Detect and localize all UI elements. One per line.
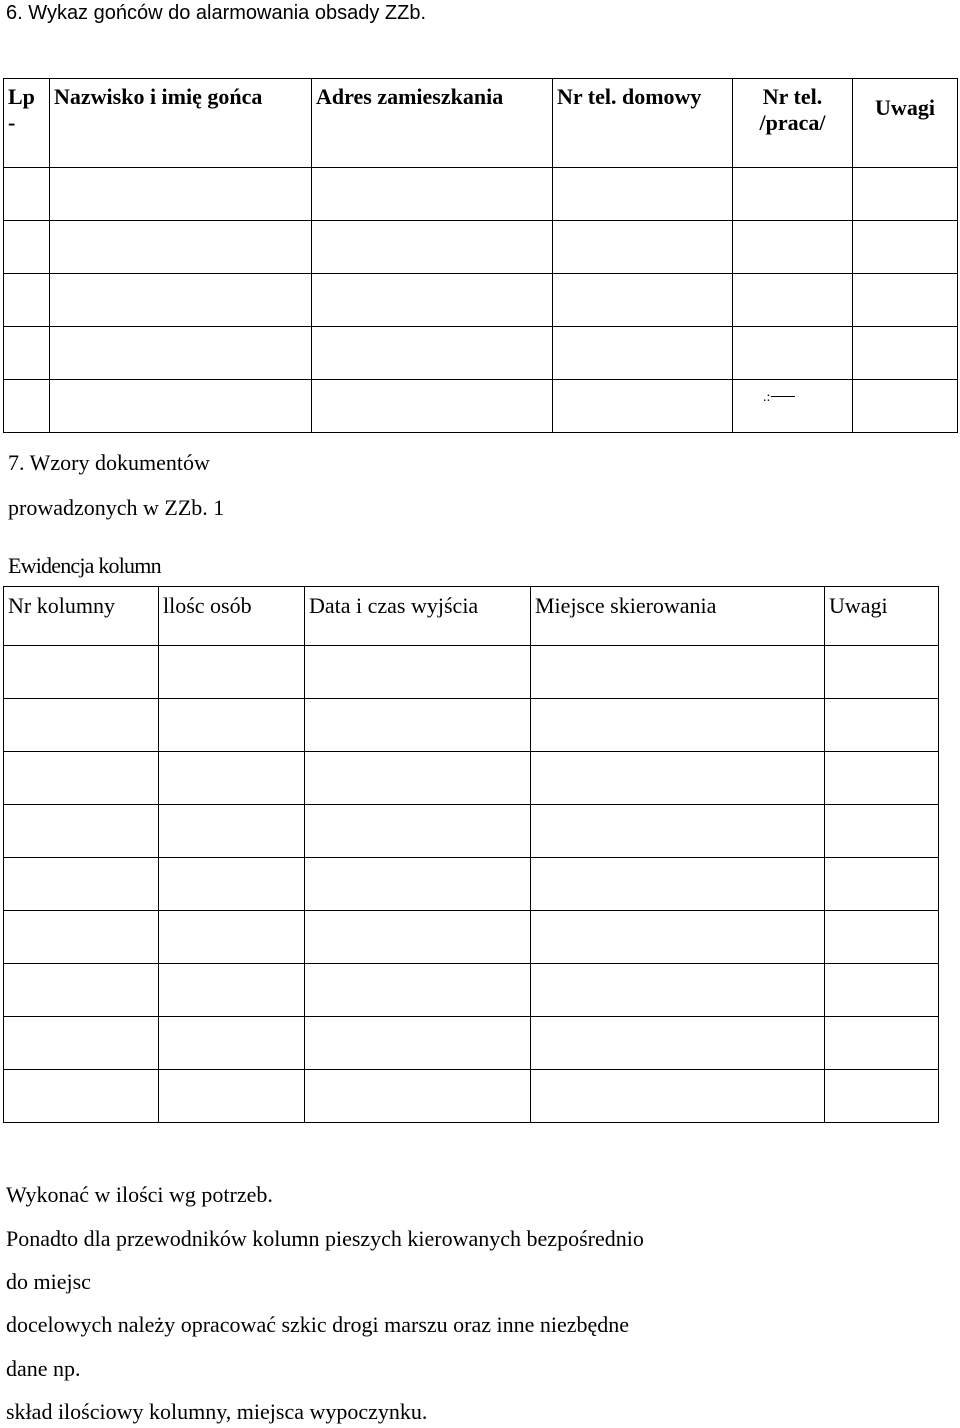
- table-cell: [4, 911, 159, 964]
- table-cell: [531, 805, 825, 858]
- table-cell: [531, 964, 825, 1017]
- note-paragraph: do miejsc: [6, 1269, 91, 1294]
- table-cell: [305, 805, 531, 858]
- table-cell: [825, 1017, 939, 1070]
- table-cell: [159, 699, 305, 752]
- header-notes: Uwagi: [825, 587, 939, 646]
- table-cell: [159, 646, 305, 699]
- table-row: [4, 168, 958, 221]
- table-row: [4, 911, 939, 964]
- table-cell: [312, 221, 553, 274]
- table-cell: [50, 168, 312, 221]
- table-cell: [553, 380, 733, 433]
- table-cell: [305, 858, 531, 911]
- table-cell: [825, 646, 939, 699]
- table-cell: [4, 380, 50, 433]
- header-courier-name: Nazwisko i imię gońca: [50, 79, 312, 168]
- columns-register-title: Ewidencja kolumn: [8, 553, 161, 578]
- table-cell: [159, 1070, 305, 1123]
- table-cell: [305, 911, 531, 964]
- table-row: [4, 1017, 939, 1070]
- table-cell: [531, 646, 825, 699]
- table-cell: [733, 221, 853, 274]
- table-cell: [553, 168, 733, 221]
- columns-register-body: [4, 646, 939, 1123]
- table-cell: [4, 699, 159, 752]
- section-7-title-continued: prowadzonych w ZZb. 1: [8, 495, 225, 520]
- table-cell: [733, 274, 853, 327]
- table-cell: [4, 646, 159, 699]
- table-cell: [159, 752, 305, 805]
- couriers-table-header: [4, 79, 958, 168]
- table-cell: [825, 805, 939, 858]
- table-cell: [159, 1017, 305, 1070]
- header-lp: Lp -: [4, 79, 50, 168]
- table-cell: [825, 858, 939, 911]
- note-paragraph: dane np.: [6, 1356, 81, 1381]
- section-6-title: 6. Wykaz gońców do alarmowania obsady ZZb.: [6, 2, 427, 24]
- table-cell: [50, 274, 312, 327]
- table-cell: [531, 858, 825, 911]
- table-cell: [553, 221, 733, 274]
- header-destination: Miejsce skierowania: [531, 587, 825, 646]
- note-paragraph: docelowych należy opracować szkic drogi marszu oraz inne niezbędne: [6, 1312, 630, 1337]
- table-cell: [305, 699, 531, 752]
- table-row: [4, 964, 939, 1017]
- table-cell: [50, 221, 312, 274]
- table-cell: [159, 964, 305, 1017]
- table-row: [4, 274, 958, 327]
- table-cell: [825, 911, 939, 964]
- table-cell: [50, 380, 312, 433]
- table-cell: [853, 327, 958, 380]
- table-cell: [553, 274, 733, 327]
- table-cell: [305, 1070, 531, 1123]
- table-cell: [4, 805, 159, 858]
- table-row: [4, 646, 939, 699]
- table-cell: [531, 752, 825, 805]
- table-cell: [4, 752, 159, 805]
- table-cell: [4, 964, 159, 1017]
- table-cell: [305, 646, 531, 699]
- table-cell: [4, 858, 159, 911]
- header-work-phone: Nr tel. /praca/: [733, 79, 853, 168]
- table-row: [4, 699, 939, 752]
- table-cell: [825, 964, 939, 1017]
- table-cell: [825, 699, 939, 752]
- note-paragraph: Wykonać w ilości wg potrzeb.: [6, 1182, 273, 1207]
- table-cell: [4, 327, 50, 380]
- table-row: [4, 752, 939, 805]
- table-cell: [531, 1017, 825, 1070]
- table-cell: [553, 327, 733, 380]
- table-row: [4, 327, 958, 380]
- header-notes: Uwagi: [853, 79, 958, 168]
- stray-underline: [771, 396, 795, 397]
- table-cell: [159, 911, 305, 964]
- table-cell: [4, 1070, 159, 1123]
- section-7-title: 7. Wzory dokumentów: [8, 450, 210, 475]
- table-cell: [159, 805, 305, 858]
- table-cell: [733, 168, 853, 221]
- table-cell: [305, 964, 531, 1017]
- columns-register-header: [4, 587, 939, 646]
- columns-register-table: [3, 586, 939, 1123]
- note-paragraph: Ponadto dla przewodników kolumn pieszych kierowanych bezpośrednio: [6, 1226, 644, 1251]
- table-cell: [305, 1017, 531, 1070]
- table-cell: [4, 168, 50, 221]
- table-cell: [825, 752, 939, 805]
- table-cell: [853, 168, 958, 221]
- table-cell: [733, 380, 853, 433]
- table-cell: [853, 274, 958, 327]
- table-row: [4, 858, 939, 911]
- table-cell: [825, 1070, 939, 1123]
- table-cell: [531, 1070, 825, 1123]
- table-cell: [312, 327, 553, 380]
- table-cell: [312, 168, 553, 221]
- couriers-table-body: [4, 168, 958, 433]
- table-cell: [531, 699, 825, 752]
- table-cell: [159, 858, 305, 911]
- table-cell: [50, 327, 312, 380]
- table-cell: [312, 380, 553, 433]
- header-column-number: Nr kolumny: [4, 587, 159, 646]
- header-departure-datetime: Data i czas wyjścia: [305, 587, 531, 646]
- table-cell: [4, 1017, 159, 1070]
- table-row: [4, 380, 958, 433]
- table-cell: [853, 380, 958, 433]
- table-row: [4, 805, 939, 858]
- table-cell: [733, 327, 853, 380]
- header-people-count: llośc osób: [159, 587, 305, 646]
- stray-mark: .:: [763, 390, 771, 405]
- header-address: Adres zamieszkania: [312, 79, 553, 168]
- table-cell: [853, 221, 958, 274]
- table-cell: [531, 911, 825, 964]
- table-cell: [4, 221, 50, 274]
- table-row: [4, 221, 958, 274]
- table-row: [4, 1070, 939, 1123]
- table-cell: [305, 752, 531, 805]
- table-cell: [4, 274, 50, 327]
- couriers-table: [3, 78, 958, 433]
- header-home-phone: Nr tel. domowy: [553, 79, 733, 168]
- note-paragraph: skład ilościowy kolumny, miejsca wypoczynku.: [6, 1399, 428, 1424]
- table-cell: [312, 274, 553, 327]
